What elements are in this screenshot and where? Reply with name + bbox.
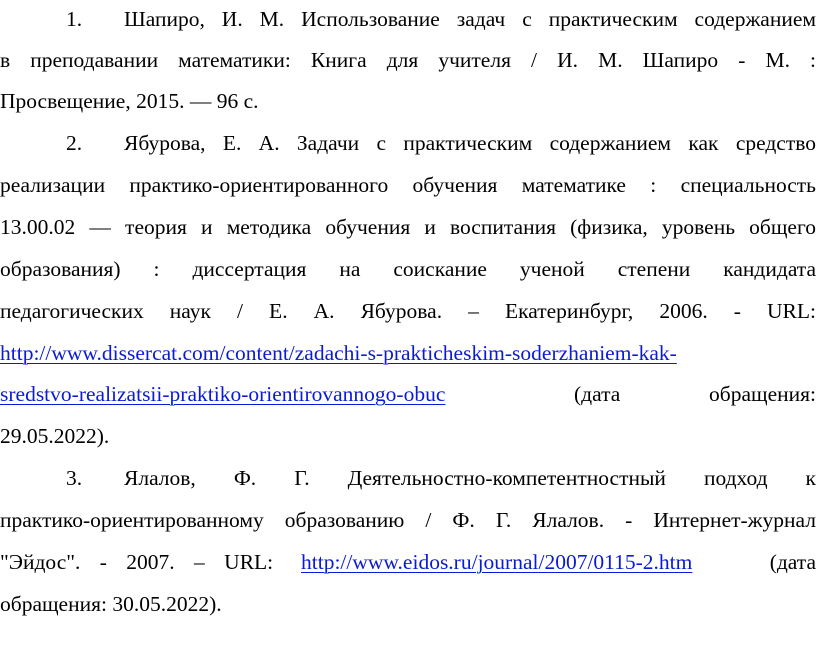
reference-2-line-5: педагогических наук / Е. А. Ябурова. – Екатеринбург, 2006. - URL: [0,299,816,323]
reference-3-access-date: обращения: 30.05.2022). [0,592,222,616]
reference-2-line-2: реализации практико-ориентированного обучения математике : специальность [0,173,816,197]
reference-3-line-2: практико-ориентированному образованию / Ф. Г. Ялалов. - Интернет-журнал [0,508,816,532]
reference-2-line-3: 13.00.02 — теория и методика обучения и воспитания (физика, уровень общего [0,215,816,239]
reference-1-line-1 [0,0,816,40]
reference-2-access-date: 29.05.2022). [0,424,110,448]
reference-2-url-link[interactable]: http://www.dissercat.com/content/zadachi-s-prakticheskim-soderzhaniem-kak- [0,341,677,365]
reference-2-url-line-1 [0,333,816,374]
reference-1-line-3: Просвещение, 2015. — 96 с. [0,89,259,113]
reference-3-url-link[interactable]: http://www.eidos.ru/journal/2007/0115-2.htm [301,550,693,574]
reference-1-text-start: Шапиро, И. М. Использование задач с практическим содержанием [124,7,816,31]
reference-3-number: 3. [66,466,83,490]
reference-1-number: 1. [66,7,83,31]
reference-2-url-line-2 [0,374,816,415]
reference-1-line-2: в преподавании математики: Книга для учителя / И. М. Шапиро - М. : [0,48,816,72]
reference-3-line-1 [0,458,816,499]
reference-2-line-4: образования) : диссертация на соискание ученой степени кандидата [0,257,816,281]
reference-2-access-date-label: обращения: [709,382,816,406]
reference-3-line-3 [0,542,816,583]
reference-2-number: 2. [66,131,83,155]
reference-3-journal-text: "Эйдос". - 2007. – URL: [0,550,274,574]
reference-3-access-date-prefix: (дата [769,550,816,574]
reference-2-line-1 [0,123,816,164]
reference-2-access-date-prefix: (дата [574,382,621,406]
reference-2-url-link-continued[interactable]: sredstvo-realizatsii-praktiko-orientirovannogo-obuc [0,382,446,406]
reference-2-text-start: Ябурова, Е. А. Задачи с практическим содержанием как средство [124,131,816,155]
reference-3-text-start: Ялалов, Ф. Г. Деятельностно-компетентностный подход к [124,466,816,490]
